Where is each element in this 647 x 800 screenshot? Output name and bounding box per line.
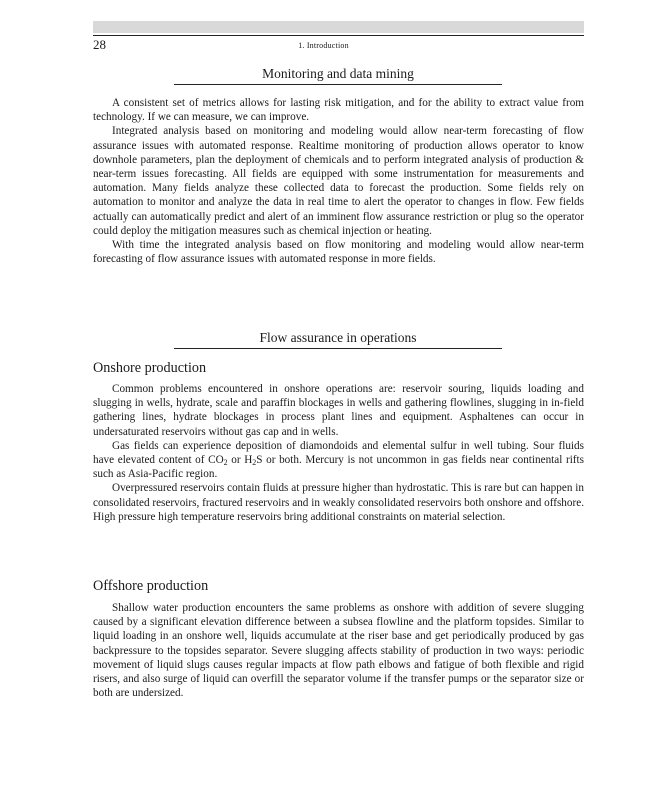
- offshore-body: [93, 601, 584, 700]
- paragraph: A consistent set of metrics allows for lasting risk mitigation, and for the ability to extract value from technology. If we can measure, we can improve.: [93, 97, 584, 124]
- paragraph-with-formulas: Gas fields can experience deposition of diamondoids and elemental sulfur in well tubing. Sour fluids have elevated content of $CO_2$ or $H_2S$ or both. Mercury is not uncommon in gas fields near continental rifts such as Asia-Pacific region.: [93, 439, 584, 481]
- running-head: 1. Introduction: [298, 41, 349, 50]
- section-heading-operations: Flow assurance in operations: [174, 330, 502, 349]
- onshore-body: [93, 382, 584, 524]
- header-rule: [93, 35, 584, 36]
- subheading-offshore: Offshore production: [93, 578, 209, 594]
- paragraph: Shallow water production encounters the same problems as onshore with addition of severe slugging caused by a significant elevation difference between a subsea flowline and the platform topsides. Similar to liquid loading in an onshore well, liquids accumulate at the riser base and get periodically produced by gas backpressure to the topsides separator. Severe slugging affects stability of production in two ways: periodic movement of liquid slugs causes regular impacts at flow path elbows and fatigue of both flexible and rigid risers, and also surge of liquid can overfill the separator volume if the transfer pumps or the separator size or both are undersized.: [93, 602, 584, 700]
- paragraph: Overpressured reservoirs contain fluids at pressure higher than hydrostatic. This is rare but can happen in consolidated reservoirs, fractured reservoirs and in weakly consolidated reservoirs both onshore and offshore. High pressure high temperature reservoirs bring additional constraints on material selection.: [93, 482, 584, 523]
- page-number: 28: [93, 37, 106, 52]
- subheading-onshore: Onshore production: [93, 360, 207, 376]
- paragraph: Integrated analysis based on monitoring and modeling would allow near-term forecasting of flow assurance issues with automated response. Realtime monitoring of production allows operator to know downhole parameters, plan the deployment of chemicals and to perform integrated analysis of production & near-term issues forecasting. All fields are equipped with some instrumentation for measurements and automation. Many fields analyze these collected data to forecast the production. Some fields rely on automation to monitor and analyze the data in real time to alert the operator to changes in flow. Few fields actually can automatically predict and alert of an imminent flow assurance restriction or plug so the operator could deploy the mitigation measures such as chemical injection or heating.: [93, 125, 584, 237]
- monitoring-body: [93, 96, 584, 266]
- paragraph: Common problems encountered in onshore operations are: reservoir souring, liquids loading and slugging in wells, hydrate, scale and paraffin blockages in wells and gathering flowlines, slugging in in-field gathering lines, hydrate blockages in process plant lines and equipment. Asphaltenes can occur in undersaturated reservoirs without gas cap and in wells.: [93, 383, 584, 438]
- header-bar: [93, 21, 584, 33]
- paragraph: With time the integrated analysis based on flow monitoring and modeling would allow near-term forecasting of flow assurance issues with automated response in more fields.: [93, 239, 584, 266]
- section-heading-monitoring: Monitoring and data mining: [174, 66, 502, 85]
